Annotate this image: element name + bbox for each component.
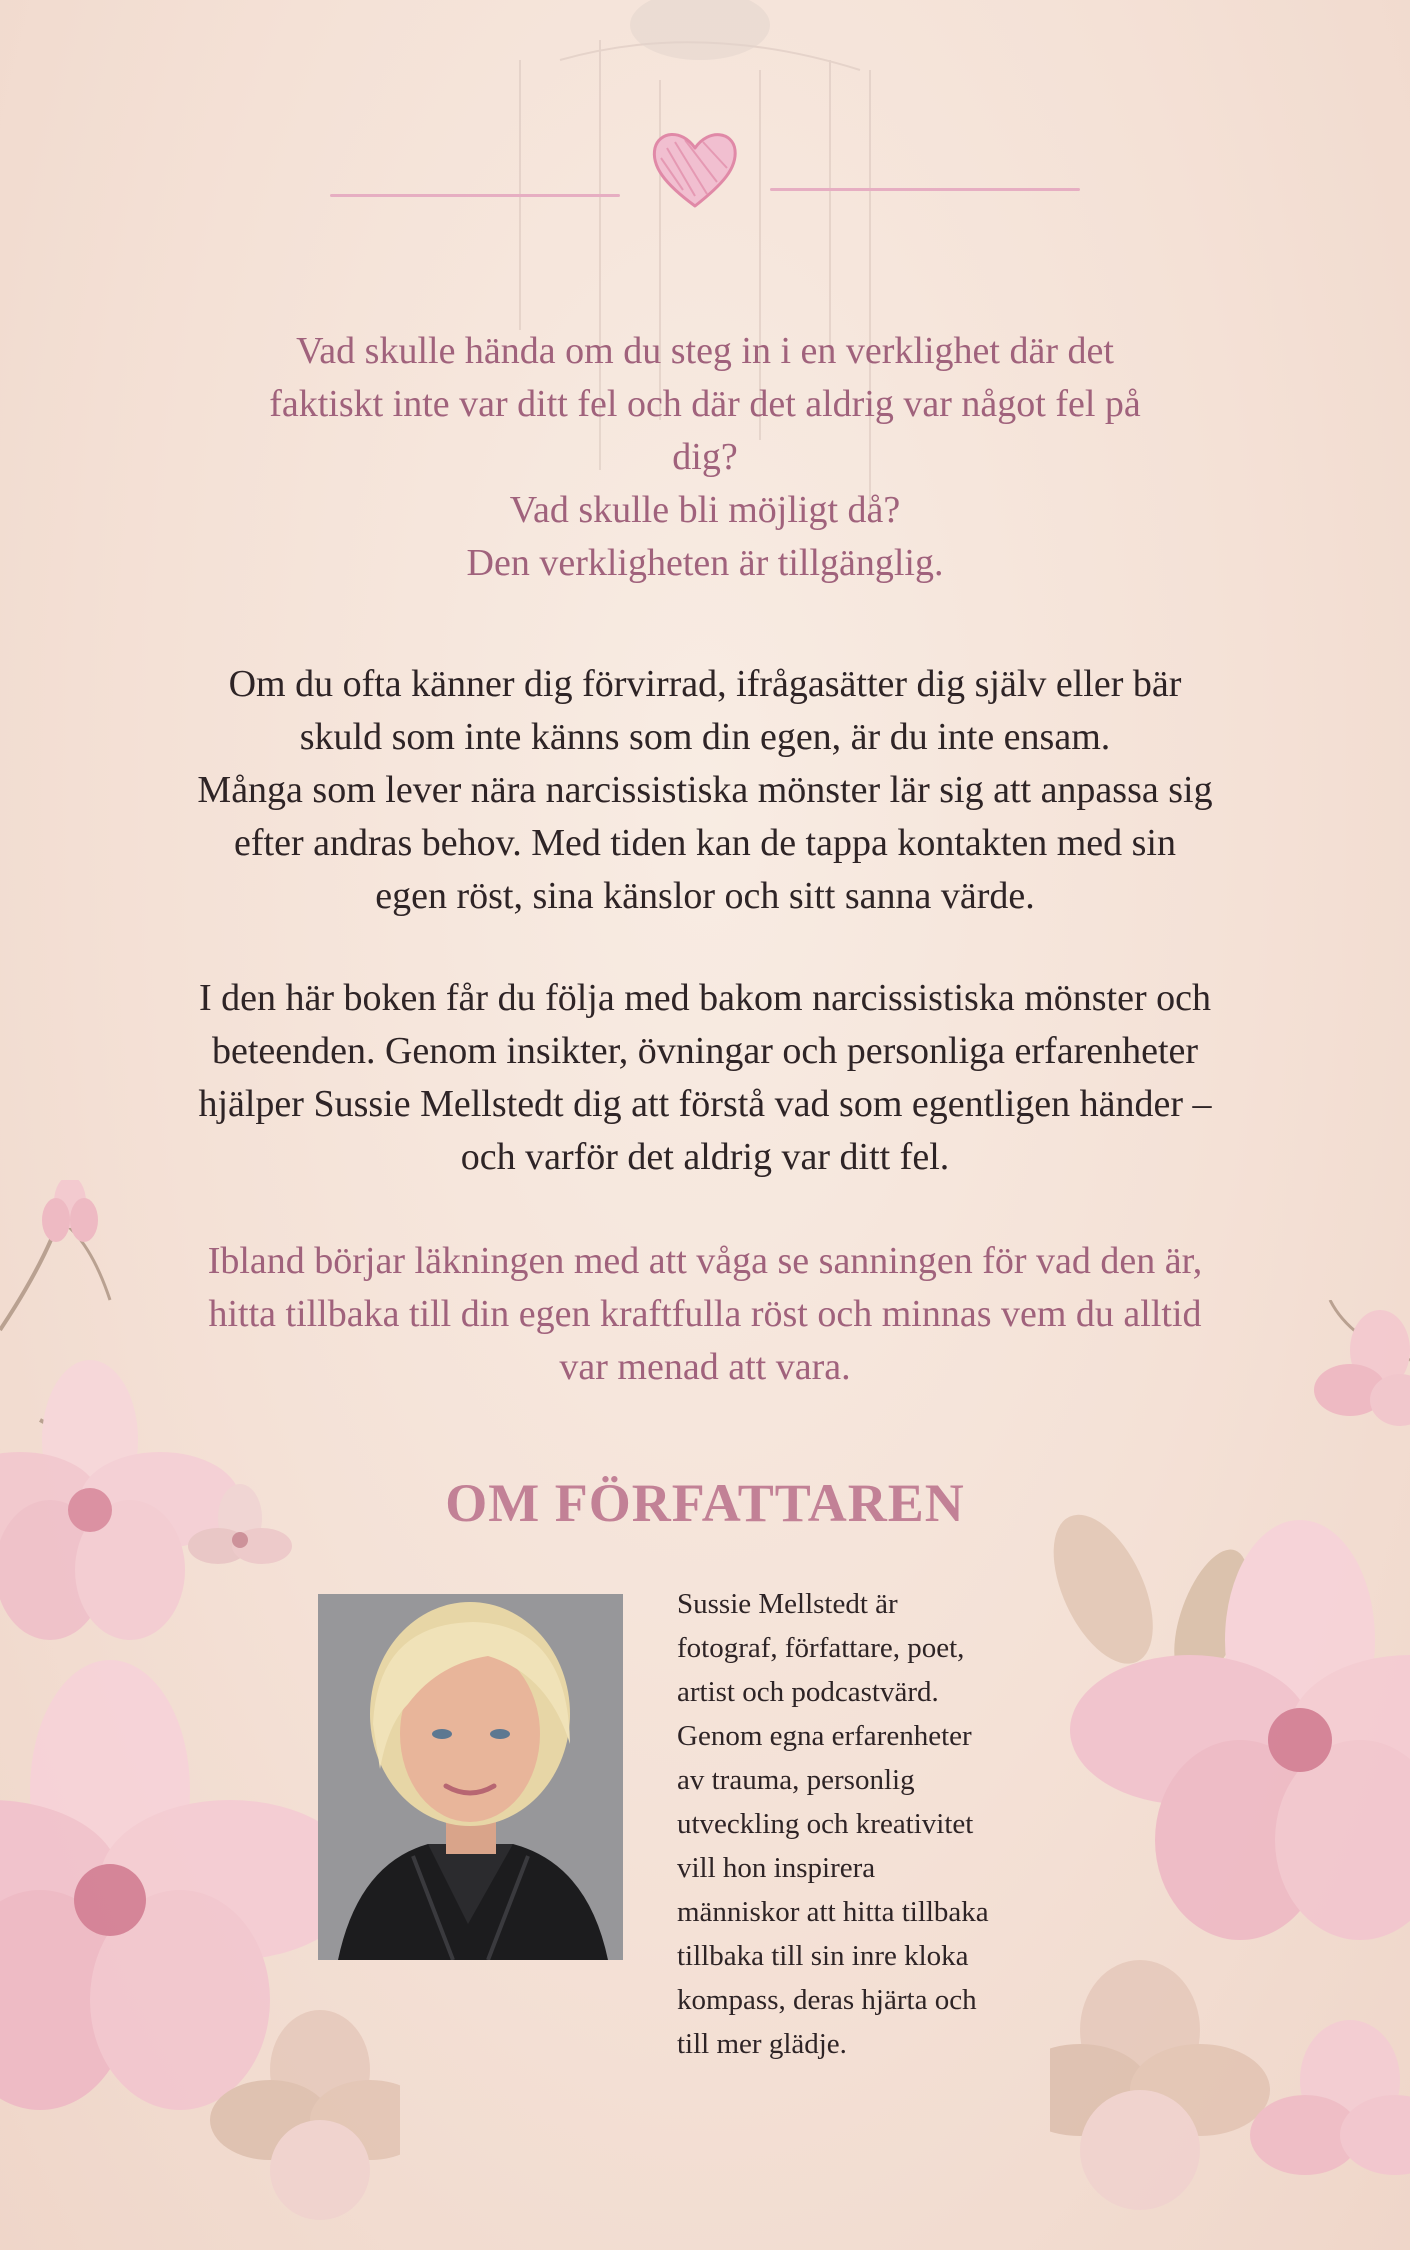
bio-line: utveckling och kreativitet xyxy=(677,1808,974,1840)
bio-line: Genom egna erfarenheter xyxy=(677,1720,972,1752)
intro-line: Vad skulle hända om du steg in i en verklighet där det xyxy=(296,330,1114,372)
body-line: I den här boken får du följa med bakom narcissistiska mönster och xyxy=(199,977,1211,1019)
bio-line: fotograf, författare, poet, xyxy=(677,1632,965,1664)
closing-paragraph xyxy=(70,1235,1340,1394)
intro-line: faktiskt inte var ditt fel och där det aldrig var något fel på xyxy=(269,383,1141,425)
body-line: beteenden. Genom insikter, övningar och personliga erfarenheter xyxy=(211,1030,1199,1072)
intro-line: Vad skulle bli möjligt då? xyxy=(509,489,901,531)
body-line: Många som lever nära narcissistiska mönster lär sig att anpassa sig xyxy=(197,769,1213,811)
closing-line: hitta tillbaka till din egen kraftfulla röst och minnas vem du alltid xyxy=(208,1293,1202,1335)
divider-line-left xyxy=(330,194,620,197)
author-section-heading: OM FÖRFATTAREN xyxy=(445,1473,965,1533)
intro-line: Den verkligheten är tillgänglig. xyxy=(466,542,944,584)
body-paragraph-1 xyxy=(70,658,1340,923)
author-bio xyxy=(677,1582,1107,2066)
bio-line: Sussie Mellstedt är xyxy=(677,1588,898,1620)
bio-line: tillbaka till sin inre kloka xyxy=(677,1940,969,1972)
intro-line: dig? xyxy=(672,436,738,478)
bio-line: människor att hitta tillbaka xyxy=(677,1896,989,1928)
intro-question xyxy=(70,325,1340,590)
bio-line: artist och podcastvärd. xyxy=(677,1676,939,1708)
bio-line: vill hon inspirera xyxy=(677,1852,876,1884)
body-line: och varför det aldrig var ditt fel. xyxy=(460,1136,950,1178)
closing-line: var menad att vara. xyxy=(559,1346,851,1388)
bio-line: till mer glädje. xyxy=(677,2028,847,2060)
body-line: skuld som inte känns som din egen, är du inte ensam. xyxy=(299,716,1111,758)
divider-line-right xyxy=(770,188,1080,191)
bio-line: av trauma, personlig xyxy=(677,1764,915,1796)
closing-line: Ibland börjar läkningen med att våga se sanningen för vad den är, xyxy=(207,1240,1203,1282)
body-line: efter andras behov. Med tiden kan de tappa kontakten med sin xyxy=(234,822,1176,864)
sketched-heart-icon xyxy=(645,118,745,218)
bio-line: kompass, deras hjärta och xyxy=(677,1984,977,2016)
body-line: hjälper Sussie Mellstedt dig att förstå vad som egentligen händer – xyxy=(198,1083,1212,1125)
body-line: Om du ofta känner dig förvirrad, ifrågasätter dig själv eller bär xyxy=(228,663,1182,705)
body-paragraph-2 xyxy=(70,972,1340,1184)
body-line: egen röst, sina känslor och sitt sanna värde. xyxy=(375,875,1035,917)
author-photo xyxy=(318,1594,623,1960)
